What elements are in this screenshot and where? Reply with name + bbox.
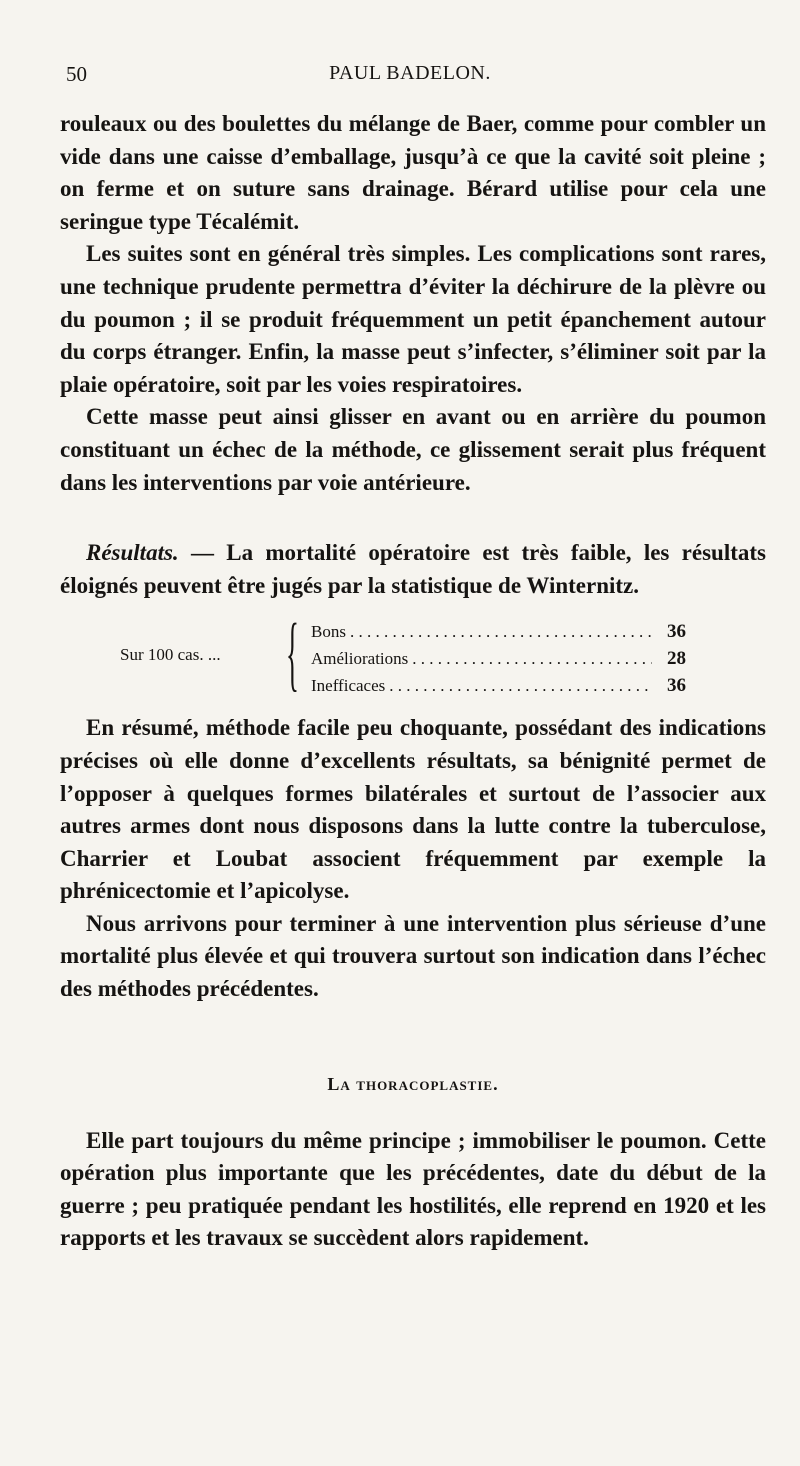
statistics-table: [60, 607, 766, 701]
dot-leader: [412, 645, 652, 672]
statistics-row-value: 36: [667, 621, 686, 643]
paragraph-continuation: rouleaux ou des boulettes du mélange de Baer, comme pour combler un vide dans une caisse d’emballage, jusqu’à ce que la cavité soit pleine ; on ferme et on suture sans drainage. Bérard utilise pour cela une seringue type Técalémit.: [60, 111, 766, 234]
statistics-row-name: Améliorations: [311, 649, 409, 669]
dot-leader: [389, 672, 652, 699]
statistics-row-name: Bons: [311, 622, 346, 642]
statistics-row: [311, 672, 686, 699]
paragraph-results: [60, 537, 766, 602]
paragraph-summary: En résumé, méthode facile peu choquante, possédant des indications précises où elle donne d’excellents résultats, sa bénignité permet de l’opposer à quelques formes bilatérales et surtout de l’associer aux autres armes dont nous disposons dans la lutte contre la tuberculose, Charrier et Loubat associent fréquemment par exemple la phrénicectomie et l’apicolyse.: [60, 715, 766, 904]
page-body: [60, 108, 766, 1255]
statistics-label: Sur 100 cas. ...: [120, 645, 221, 665]
paragraph-glissement: Cette masse peut ainsi glisser en avant ou en arrière du poumon constituant un échec de la méthode, ce glissement serait plus fréquent dans les interventions par voie antérieure.: [60, 404, 766, 495]
paragraph-transition: Nous arrivons pour terminer à une intervention plus sérieuse d’une mortalité plus élevée et qui trouvera surtout son indication dans l’échec des méthodes précédentes.: [60, 910, 766, 1002]
running-head: [60, 62, 760, 96]
results-heading: Résultats.: [86, 540, 179, 566]
statistics-row-value: 36: [667, 675, 686, 697]
section-title: La thoracoplastie.: [327, 1073, 499, 1094]
statistics-row: [311, 618, 686, 645]
running-title: PAUL BADELON.: [329, 62, 491, 84]
statistics-row: [311, 645, 686, 672]
paragraph-suites: Les suites sont en général très simples. Les complications sont rares, une technique prudente permettra d’éviter la déchirure de la plèvre ou du poumon ; il se produit fréquemment un petit épanchement autour du corps étranger. Enfin, la masse peut s’infecter, s’éliminer soit par la plaie opératoire, soit par les voies respiratoires.: [60, 241, 766, 397]
results-text: — La mortalité opératoire est très faible, les résultats éloignés peuvent être jugés par la statistique de Winternitz.: [60, 540, 766, 598]
paragraph-thoracoplastie: Elle part toujours du même principe ; immobiliser le poumon. Cette opération plus importante que les précédentes, date du début de la guerre ; peu pratiquée pendant les hostilités, elle reprend en 1920 et les rapports et les travaux se succèdent alors rapidement.: [60, 1127, 766, 1251]
statistics-row-name: Inefficaces: [311, 676, 386, 696]
brace-icon: {: [286, 607, 299, 701]
statistics-row-value: 28: [667, 648, 686, 670]
dot-leader: [350, 618, 652, 645]
statistics-list: [311, 618, 686, 699]
page-number: 50: [66, 62, 87, 86]
